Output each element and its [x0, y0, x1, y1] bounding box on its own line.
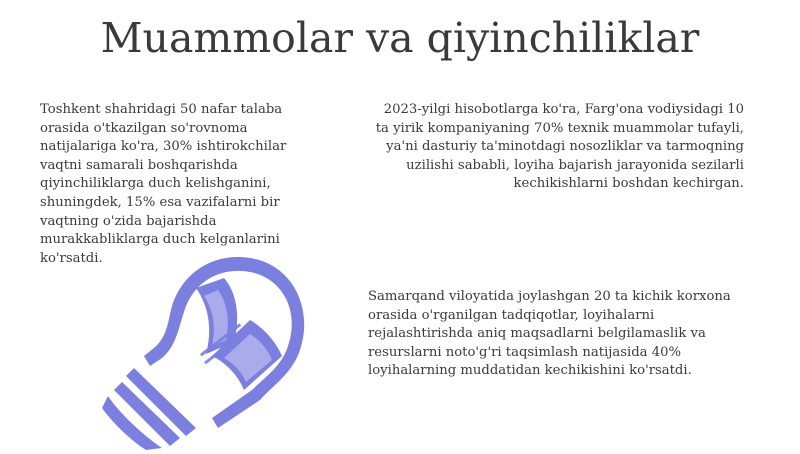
slide-title: Muammolar va qiyinchiliklar [100, 14, 700, 62]
lightbulb-with-book-icon [100, 250, 310, 450]
paragraph-samarqand: Samarqand viloyatida joylashgan 20 ta kichik korxona orasida o'rganilgan tadqiqotlar, loyihalarni rejalashtirishda aniq maqsadlarni belgilamaslik va resurslarni noto'g'ri taqsimlash natijasida 40% loyihalarning muddatidan kechikishini ko'rsatdi. [368, 289, 731, 379]
paragraph-fargona: 2023-yilgi hisobotlarga ko'ra, Farg'ona vodiysidagi 10 ta yirik kompaniyaning 70% texnik muammolar tufayli, ya'ni dasturiy ta'minotdagi nosozliklar va tarmoqning uzilishi sababli, loyiha bajarish jarayonida sezilarli kechikishlarni boshdan kechirgan. [375, 102, 744, 192]
paragraph-toshkent: Toshkent shahridagi 50 nafar talaba orasida o'tkazilgan so'rovnoma natijalariga ko'ra, 30% ishtirokchilar vaqtni samarali boshqarishda qiyinchiliklarga duch kelishganini, shuningdek, 15% esa vazifalarni bir vaqtning o'zida bajarishda murakkabliklarga duch kelganlarini ko'rsatdi. [40, 102, 287, 266]
